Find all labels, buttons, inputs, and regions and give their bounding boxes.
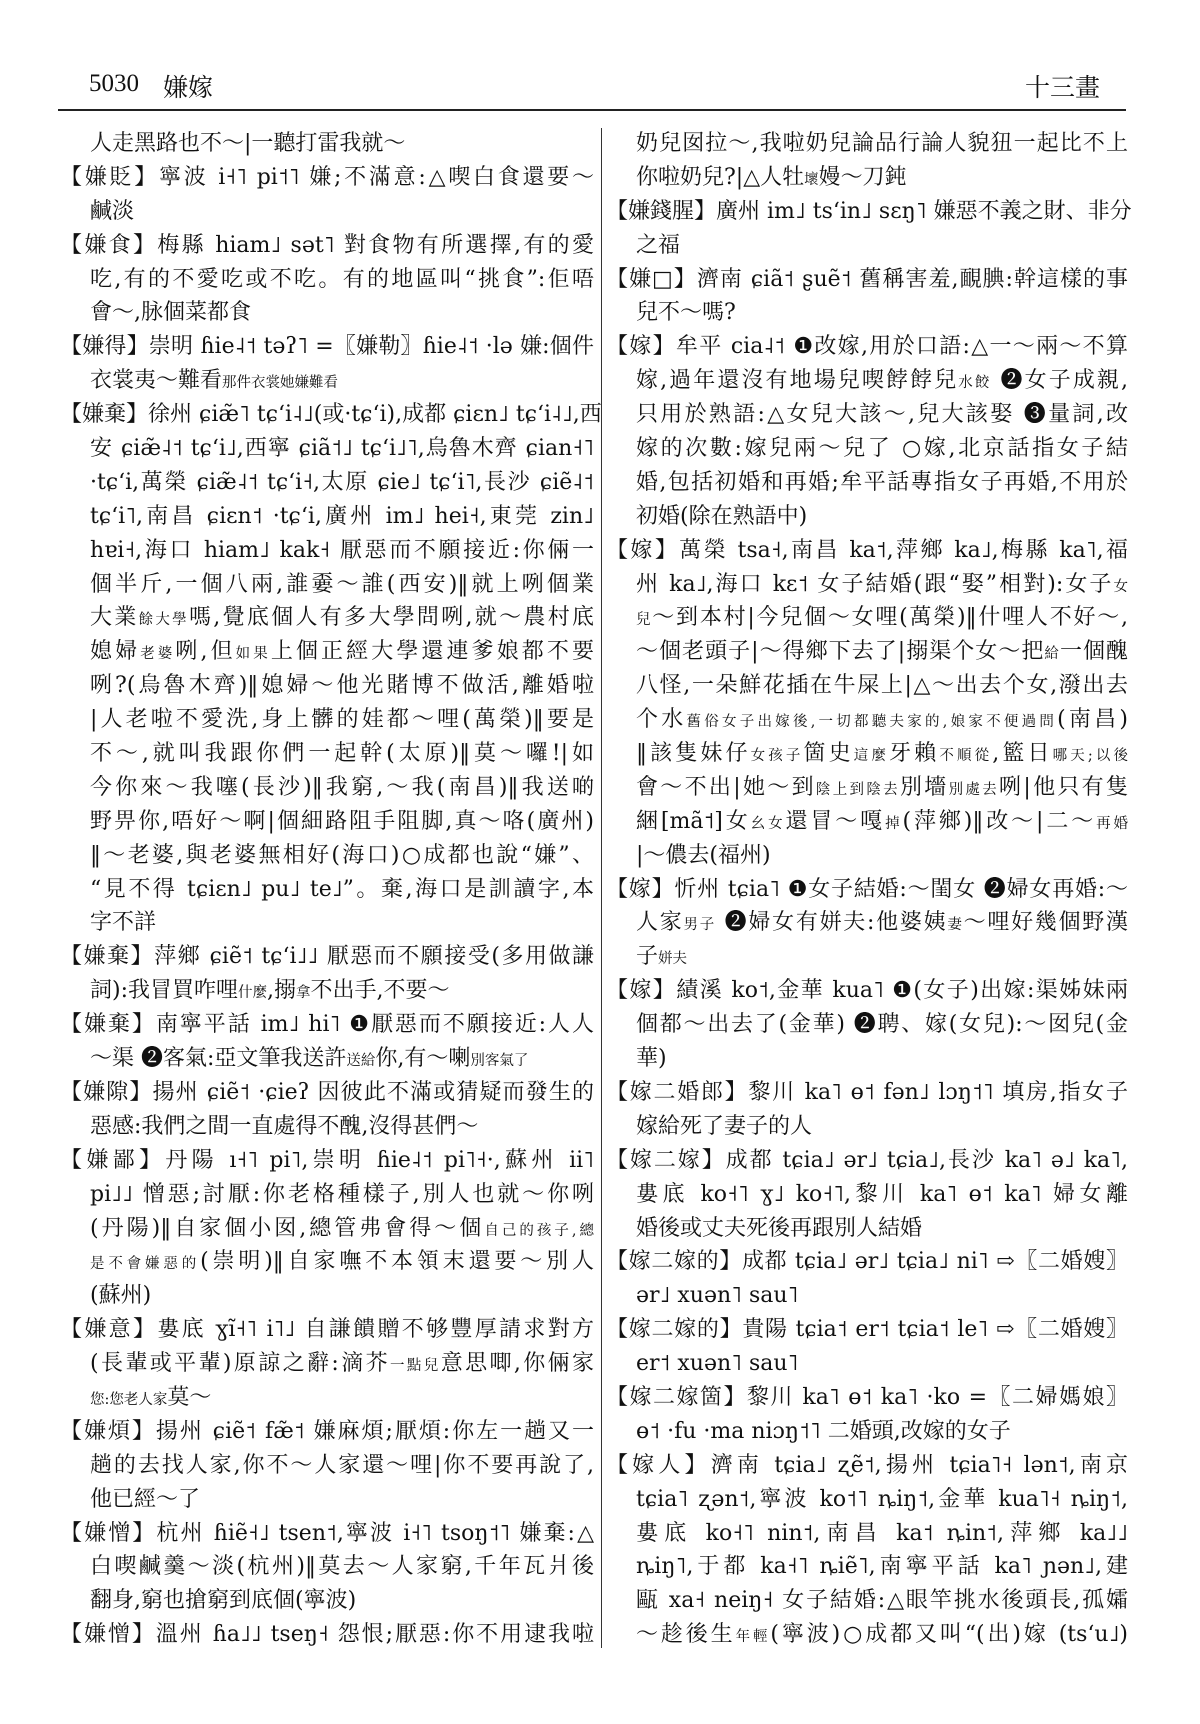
entry-text: 【嫌棄】南寧平話 im˩ hi˥ ❶厭惡而不願接近:人人 — [60, 1012, 594, 1038]
text-line — [60, 771, 594, 805]
entry-text: 【嫁二婚郎】黎川 ka˥ ɵ˦ fən˩ lɔŋ˦˥ 填房,指女子 — [606, 1079, 1128, 1105]
text-line — [606, 1381, 1128, 1415]
entry-text: ❷女子成親, — [991, 368, 1129, 394]
text-line — [606, 873, 1128, 907]
entry-text: 字不詳 — [90, 910, 157, 936]
entry-text: 個都～出去了(金華) ❷聘、嫁(女兒):～囡兒(金 — [636, 1012, 1128, 1038]
entry-text: 今你來～我噻(長沙)‖我窮,～我(南昌)‖我送啲 — [90, 774, 594, 800]
text-line — [60, 805, 594, 839]
text-line — [60, 364, 594, 398]
text-line — [606, 1347, 1128, 1381]
text-line — [606, 1618, 1128, 1652]
entry-text: |人老啦不愛洗,身上髒的娃都～哩(萬榮)‖要是 — [90, 707, 594, 733]
entry-text: ȵiŋ˥,于都 ka˧˥ ȵiẽ˥,南寧平話 ka˥ ɲən˩,建 — [636, 1554, 1128, 1580]
text-line — [606, 1415, 1128, 1449]
text-line — [60, 1550, 594, 1584]
text-line — [60, 873, 594, 907]
entry-text: 【嫁】績溪 ko˦,金華 kua˥ ❶(女子)出嫁:渠姊妹兩 — [606, 978, 1128, 1004]
entry-text: ❷婦女有姘夫:他婆姨 — [715, 910, 948, 936]
text-line — [60, 737, 594, 771]
entry-text: 【嫌錢腥】廣州 im˩ tsʻin˩ sɛŋ˥ 嫌惡不義之財、非分 — [606, 198, 1132, 224]
entry-text: 你,有～喇 — [375, 1046, 471, 1072]
entry-text: 【嫁人】濟南 tɕia˩ ʐẽ˦,揚州 tɕia˥˧ lən˦,南京 — [606, 1452, 1128, 1478]
text-line — [60, 1110, 594, 1144]
entry-text: 還冒～嘎 — [785, 808, 886, 834]
gloss-note: 一點兒 — [390, 1358, 441, 1375]
entry-text: 奶兒囡拉～,我啦奶兒論品行論人貌狃一起比不上 — [636, 131, 1128, 156]
gloss-note: 再婚 — [1096, 815, 1129, 832]
gloss-note: 兒 — [636, 612, 653, 629]
entry-text: ～到本村|今兒個～女哩(萬榮)‖什哩人不好～, — [652, 605, 1129, 631]
gloss-note: 如果 — [235, 646, 271, 663]
text-line — [60, 263, 594, 297]
entry-text: 咧,但 — [175, 639, 236, 665]
text-line — [60, 398, 602, 432]
gloss-note: 年輕 — [735, 1629, 771, 1646]
text-line — [60, 703, 594, 737]
gloss-note: 掉 — [885, 815, 903, 832]
right-column — [606, 127, 1132, 1652]
entry-text: 【嫁】忻州 tɕia˥ ❶女子結婚:～閨女 ❷婦女再婚:～ — [606, 876, 1128, 902]
entry-text: 【嫌棄】徐州 ɕiæ̃˥ tɕʻi˨˩(或·tɕʻi),成都 ɕiɛn˩ tɕʻi˨˩,西 — [60, 402, 602, 428]
text-line — [606, 1550, 1128, 1584]
entry-text: 【嫁】牟平 cia˨˦ ❶改嫁,用於口語:△一～兩～不算 — [606, 334, 1128, 360]
gloss-note: 舊俗女子出嫁後,一切都聽夫家的,娘家不便過問 — [686, 714, 1058, 731]
text-line — [606, 1212, 1128, 1246]
entry-text: (南昌) — [1057, 707, 1128, 733]
text-line — [606, 500, 1128, 534]
entry-text: 野畀你,唔好～啊|個細路阻手阻脚,真～咯(廣州) — [90, 808, 594, 834]
entry-text: 婚後或丈夫死後再跟別人結婚 — [636, 1215, 923, 1241]
entry-text: 【嫌□】濟南 ɕiã˦ ʂuẽ˦ 舊稱害羞,靦腆:幹這樣的事 — [606, 266, 1128, 292]
text-line — [606, 161, 1128, 195]
text-line — [60, 432, 594, 466]
entry-text: 婁底 ko˧˥ nin˦,南昌 ka˦ ȵin˦,萍鄉 ka˩˩ — [636, 1520, 1128, 1546]
text-line — [60, 906, 594, 940]
text-line — [60, 1381, 594, 1415]
text-line — [60, 1347, 594, 1381]
gloss-note: 哪天;以後 — [1052, 748, 1129, 765]
entry-text: (崇明)‖自家嘸不本領末還要～別人 — [200, 1249, 594, 1275]
gloss-note: 自己的孩子,總 — [484, 1222, 594, 1239]
text-line — [606, 1076, 1128, 1110]
entry-text: 你啦奶兒?|△人牡 — [636, 164, 805, 190]
text-line — [60, 1584, 594, 1618]
text-line — [60, 1449, 594, 1483]
text-line — [60, 1483, 594, 1517]
entry-text: ～個老頭子|～得鄉下去了|搦渠个女～把 — [636, 639, 1045, 665]
gloss-note: 妻 — [947, 917, 964, 934]
text-line — [60, 635, 594, 669]
text-line — [606, 398, 1128, 432]
text-line — [60, 500, 594, 534]
entry-text: 詞):我冒買咋哩 — [90, 978, 238, 1004]
entry-text: 綑[mã˦]女 — [636, 808, 751, 834]
entry-text: 【嫁二嫁】成都 tɕia˩ ər˩ tɕia˩,長沙 ka˥ ə˩ ka˥, — [606, 1147, 1128, 1173]
entry-text: 【嫌棄】萍鄉 ɕiẽ˦ tɕʻi˩˩ 厭惡而不願接受(多用做謙 — [60, 944, 594, 970]
entry-text: 甌 xa˧ neiŋ˧ 女子結婚:△眼竿挑水後頭長,孤孀 — [636, 1588, 1128, 1614]
entry-text: 【嫌食】梅縣 hiam˩ sət˥ 對食物有所選擇,有的愛 — [60, 232, 594, 258]
entry-text: ·tɕʻi,萬榮 ɕiæ̃˨˦ tɕʻi˧,太原 ɕie˩ tɕʻi˥,長沙 ɕiẽ˨˦ — [90, 469, 594, 495]
stroke-section-label: 十三畫 — [1024, 73, 1100, 102]
gloss-note: 您:您老人家 — [90, 1391, 168, 1408]
head-characters: 嫌嫁 — [163, 73, 214, 102]
text-line — [606, 1008, 1128, 1042]
entry-text: 趟的去找人家,你不～人家還～哩|你不要再說了, — [90, 1452, 594, 1478]
text-line — [606, 703, 1128, 737]
entry-text: 不出手,不要～ — [310, 978, 450, 1004]
text-line — [606, 906, 1128, 940]
text-line — [60, 330, 594, 364]
entry-text: 意思唧,你倆家 — [440, 1351, 595, 1377]
text-line — [60, 534, 594, 568]
text-line — [606, 263, 1128, 297]
entry-text: 【嫌意】婁底 ɣĩ˧˥ i˥˩ 自謙饋贈不够豐厚請求對方 — [60, 1317, 594, 1343]
entry-text: (丹陽)‖自家個小囡,總管弗會得～個 — [90, 1215, 485, 1241]
text-line — [606, 1517, 1128, 1551]
text-line — [606, 974, 1128, 1008]
text-line — [60, 839, 594, 873]
entry-text: 牙賴 — [889, 741, 940, 767]
entry-text: ər˩ xuən˥ sau˥ — [636, 1283, 799, 1309]
entry-text: 【嫌憎】杭州 ɦiẽ˧˩ tsen˦,寧波 i˧˥ tsoŋ˦˥ 嫌棄:△ — [60, 1520, 594, 1546]
gloss-note: 女孩子 — [750, 748, 804, 765]
text-line — [606, 1313, 1128, 1347]
text-line — [60, 161, 594, 195]
text-line — [60, 1313, 594, 1347]
gloss-note: 給 — [1044, 646, 1060, 663]
text-line — [60, 1178, 594, 1212]
text-line — [60, 1042, 594, 1076]
entry-text: 嫁給死了妻子的人 — [636, 1113, 813, 1139]
entry-text: 衣裳夷～難看 — [90, 368, 223, 394]
entry-text: 嗎,覺底個人有多大學問咧,就～農村底 — [188, 605, 594, 631]
entry-text: “見不得 tɕiɛn˩ pu˩ te˩”。棄,海口是訓讀字,本 — [90, 876, 594, 902]
gloss-note: 別處去 — [948, 781, 1000, 798]
entry-text: 【嫁二嫁的】成都 tɕia˩ ər˩ tɕia˩ ni˥ ⇨〖二婚嫂〗 — [606, 1249, 1128, 1275]
entry-text: 一個醜 — [1059, 639, 1128, 665]
text-line — [60, 1279, 594, 1313]
text-line — [606, 1245, 1128, 1279]
entry-text: ɵ˦ ·fu ·ma niɔŋ˦˥ 二婚頭,改嫁的女子 — [636, 1418, 1011, 1444]
entry-text: 人走黑路也不～|一聽打雷我就～ — [90, 131, 406, 156]
text-line — [60, 1144, 594, 1178]
text-line — [60, 195, 594, 229]
entry-text: ～趁後生 — [636, 1622, 736, 1648]
entry-text: 【嫌得】崇明 ɦie˨˦ təʔ˥ =〖嫌勒〗ɦie˨˦ ·lə 嫌:個件 — [60, 334, 594, 360]
entry-text: 不～,就叫我跟你們一起幹(太原)‖莫～囉!|如 — [90, 741, 594, 767]
text-line — [60, 601, 594, 635]
entry-text: 別墻 — [899, 774, 949, 800]
entry-text: 【嫌憎】溫州 ɦa˩˩ tseŋ˧ 怨恨;厭惡:你不用逮我啦 — [60, 1622, 594, 1648]
text-line — [606, 568, 1128, 602]
entry-text: 八怪,一朵鮮花插在牛屎上|△～出去个女,潑出去 — [636, 673, 1128, 699]
text-line — [606, 1483, 1128, 1517]
entry-text: 【嫌隙】揚州 ɕiẽ˦ ·ɕieʔ 因彼此不滿或猜疑而發生的 — [60, 1079, 594, 1105]
entry-text: 【嫁】萬榮 tsa˧,南昌 ka˦,萍鄉 ka˩,梅縣 ka˥,福 — [606, 537, 1128, 563]
entry-text: 【嫌貶】寧波 i˧˥ pi˦˥ 嫌;不滿意:△喫白食還要～ — [60, 164, 594, 190]
left-column — [60, 127, 602, 1652]
gloss-note: 是不會嫌惡的 — [90, 1256, 201, 1273]
text-line — [606, 330, 1128, 364]
entry-text: 他已經～了 — [90, 1486, 201, 1512]
entry-text: pi˩˩ 憎惡;討厭:你老格種樣子,別人也就～你咧 — [90, 1181, 594, 1207]
text-line — [60, 127, 594, 161]
entry-text: (蘇州) — [90, 1283, 152, 1309]
text-line — [606, 127, 1128, 161]
entry-text: ,搦 — [267, 978, 296, 1004]
gloss-note: 別客氣了 — [470, 1053, 529, 1070]
entry-text: 只用於熟語:△女兒大該～,兒大該娶 ❸量詞,改 — [636, 402, 1128, 428]
text-line — [606, 669, 1128, 703]
text-line — [606, 229, 1128, 263]
entry-text: 個半斤,一個八兩,誰嫑～誰(西安)‖就上咧個業 — [90, 571, 594, 597]
text-line — [606, 466, 1128, 500]
entry-text: hɐi˧,海口 hiam˩ kak˧ 厭惡而不願接近:你倆一 — [90, 537, 594, 563]
text-line — [606, 296, 1128, 330]
entry-text: ,籃日 — [992, 741, 1053, 767]
entry-text: 莫～ — [167, 1384, 212, 1410]
entry-text: 咧|他只有隻 — [999, 774, 1128, 800]
gloss-note: 這麼 — [853, 748, 890, 765]
text-line — [606, 1110, 1128, 1144]
entry-text: 婁底 ko˧˥ ɣ˩ ko˧˥,黎川 ka˥ ɵ˦ ka˥ 婦女離 — [636, 1181, 1128, 1207]
entry-text: (長輩或平輩)原諒之辭:滴芥 — [90, 1351, 391, 1377]
text-line — [606, 1584, 1128, 1618]
text-line — [606, 432, 1128, 466]
entry-text: er˦ xuən˥ sau˥ — [636, 1351, 799, 1377]
gloss-note: 餘大學 — [138, 612, 189, 629]
entry-text: 惡感:我們之間一直處得不醜,沒得甚們～ — [90, 1113, 479, 1139]
entry-text: 白喫鹹羹～淡(杭州)‖莫去～人家窮,千年瓦爿後 — [90, 1554, 594, 1580]
text-line — [606, 839, 1128, 873]
entry-text: 【嫁二嫁箇】黎川 ka˥ ɵ˦ ka˥ ·ko =〖二婦媽娘〗 — [606, 1384, 1128, 1410]
text-line — [60, 1517, 594, 1551]
text-line — [606, 195, 1132, 229]
gloss-note: 老婆 — [140, 646, 176, 663]
entry-text: 吃,有的不愛吃或不吃。有的地區叫“挑食”:佢唔 — [90, 266, 594, 292]
entry-text: 人家 — [636, 910, 684, 936]
text-line — [60, 1212, 594, 1246]
gloss-note: 姘夫 — [658, 951, 688, 968]
entry-text: ‖～老婆,與老婆無相好(海口)○成都也說“嫌”、 — [90, 842, 594, 868]
text-line — [60, 296, 594, 330]
text-line — [606, 1279, 1128, 1313]
entry-text: ～哩好幾個野漢 — [963, 910, 1128, 936]
entry-text: 大業 — [90, 605, 139, 631]
column-divider — [601, 128, 602, 1648]
gloss-note: 送給 — [346, 1053, 376, 1070]
text-line — [60, 466, 594, 500]
text-line — [60, 568, 594, 602]
entry-text: 【嫁二嫁的】貴陽 tɕia˦ er˦ tɕia˦ le˥ ⇨〖二婚嫂〗 — [606, 1317, 1128, 1343]
text-line — [606, 1144, 1128, 1178]
entry-text: 會～不出|她～到 — [636, 774, 816, 800]
gloss-note: 什麼 — [238, 985, 267, 1002]
entry-text: 子 — [636, 944, 659, 970]
entry-text: 翻身,窮也搶窮到底個(寧波) — [90, 1588, 357, 1614]
gloss-note: 女 — [1113, 578, 1128, 595]
text-line — [60, 974, 594, 1008]
text-line — [60, 669, 594, 703]
entry-text: ‖該隻妹仔 — [636, 741, 751, 767]
entry-text: 箇史 — [803, 741, 854, 767]
entry-text: 嫁,過年還沒有地場兒喫餑餑兒 — [636, 368, 959, 394]
text-line — [60, 1415, 594, 1449]
text-line — [606, 1178, 1128, 1212]
text-line — [60, 1008, 594, 1042]
page-number: 5030 — [89, 70, 139, 97]
entry-text: (寧波)○成都又叫“(出)嫁 (tsʻu˩) — [770, 1622, 1129, 1648]
entry-text: 初婚(除在熟語中) — [636, 503, 808, 529]
entry-text: 州 ka˩,海口 kɛ˦ 女子結婚(跟“娶”相對):女子 — [636, 571, 1114, 597]
entry-text: 華) — [636, 1046, 667, 1072]
entry-text: 上個正經大學還連爹娘都不要 — [270, 639, 594, 665]
text-line — [606, 737, 1128, 771]
entry-text: 之福 — [636, 232, 681, 258]
entry-text: (萍鄉)‖改～|二～ — [902, 808, 1097, 834]
entry-text: 【嫌煩】揚州 ɕiẽ˦ fæ̃˦ 嫌麻煩;厭煩:你左一趟又一 — [60, 1418, 594, 1444]
entry-text: 咧?(烏魯木齊)‖媳婦～他光賭博不做活,離婚啦 — [90, 673, 594, 699]
text-line — [606, 534, 1128, 568]
gloss-note: 拿 — [296, 985, 311, 1002]
gloss-note: 幺女 — [750, 815, 786, 832]
entry-text: ～渠 ❷客氣:亞文筆我送許 — [90, 1046, 347, 1072]
entry-text: tɕia˥ ʐən˦,寧波 ko˦˥ ȵiŋ˦,金華 kua˥˧ ȵiŋ˦, — [636, 1486, 1128, 1512]
gloss-note: 陰上到陰去 — [815, 781, 900, 798]
entry-text: 媳婦 — [90, 639, 141, 665]
text-line — [606, 805, 1128, 839]
gloss-note: 水餃 — [958, 375, 992, 392]
text-line — [606, 601, 1128, 635]
entry-text: 兒不～嗎? — [636, 300, 736, 326]
text-line — [606, 771, 1128, 805]
gloss-note: 那件衣裳她嫌難看 — [222, 375, 339, 392]
text-line — [60, 1618, 594, 1652]
entry-text: 婚,包括初婚和再婚;牟平話專指女子再婚,不用於 — [636, 469, 1128, 495]
gloss-note: 不順從 — [939, 748, 993, 765]
text-line — [60, 940, 594, 974]
text-line — [606, 940, 1128, 974]
entry-text: 【嫌鄙】丹陽 ı˧˥ pi˥,崇明 ɦie˨˦ pi˥˧·,蘇州 ii˥ — [60, 1147, 594, 1173]
entry-text: 嫚～刀鈍 — [818, 164, 907, 190]
text-line — [606, 1042, 1128, 1076]
gloss-note: 男子 — [683, 917, 716, 934]
text-line — [606, 635, 1128, 669]
entry-text: tɕʻi˥,南昌 ɕiɛn˦ ·tɕʻi,廣州 im˩ hei˧,東莞 zin˩ — [90, 503, 594, 529]
header-rule — [58, 109, 1126, 111]
text-line — [606, 364, 1128, 398]
entry-text: |～儂去(福州) — [636, 842, 771, 868]
entry-text: 鹹淡 — [90, 198, 135, 224]
entry-text: 嫁的次數:嫁兒兩～兒了 ○嫁,北京話指女子結 — [636, 436, 1128, 462]
entry-text: 个水 — [636, 707, 687, 733]
text-line — [60, 1076, 594, 1110]
text-line — [60, 1245, 594, 1279]
text-line — [60, 229, 594, 263]
entry-text: 會～,脉個菜都食 — [90, 300, 251, 326]
text-line — [606, 1449, 1128, 1483]
entry-text: 安 ɕiæ̃˨˦ tɕʻi˩,西寧 ɕiã˦˩ tɕʻi˩˥,烏魯木齊 ɕian˧˥ — [90, 436, 594, 462]
gloss-note: 壞 — [804, 171, 819, 188]
